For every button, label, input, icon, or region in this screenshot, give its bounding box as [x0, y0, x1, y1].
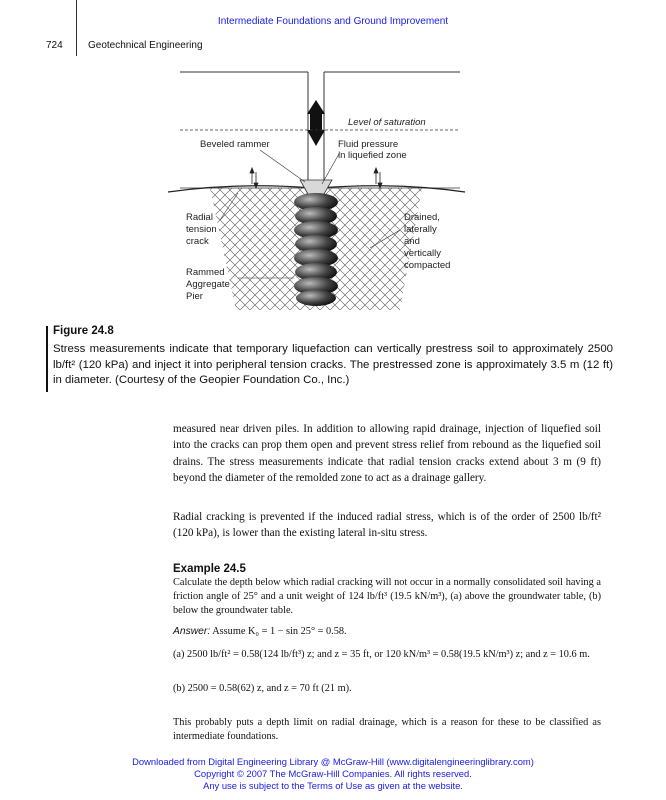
chapter-title-link[interactable]: Intermediate Foundations and Ground Improvement	[217, 16, 449, 27]
rammed-label-2: Aggregate	[186, 279, 230, 290]
rammed-label-3: Pier	[186, 291, 203, 302]
rammed-label-1: Rammed	[186, 267, 225, 278]
footer-download-link[interactable]: Downloaded from Digital Engineering Library @ McGraw-Hill (www.digitalengineeringlibrary.com)	[132, 756, 534, 767]
answer-label: Answer:	[173, 626, 211, 637]
footer-copyright: Copyright © 2007 The McGraw-Hill Companies. All rights reserved.	[194, 768, 472, 779]
fluid-pressure-label-1: Fluid pressure	[338, 139, 399, 150]
example-item-b: (b) 2500 = 0.58(62) z, and z = 70 ft (21 m).	[173, 683, 352, 694]
example-problem: Calculate the depth below which radial cracking will not occur in a normally consolidated soil having a friction angle of 25° and a unit weight of 124 lb/ft³ (19.5 kN/m³), (a) above the groundwater table, (b) below the groundwater table.	[173, 577, 601, 617]
stress-arrows-left	[250, 168, 258, 188]
radial-label-2: tension	[186, 224, 217, 235]
drained-label-4: vertically	[404, 248, 441, 259]
fluid-pressure-label-2: in liquefied zone	[338, 150, 407, 161]
radial-label-1: Radial	[186, 212, 213, 223]
double-arrow-icon	[307, 100, 325, 146]
figure-caption-text: Stress measurements indicate that temporary liquefaction can vertically prestress soil to approximately 2500 lb/ft² (120 kPa) and inject it into peripheral tension cracks. The prestressed zone is approximately 3.5 m (12 ft) in diameter. (Courtesy of the Geopier Foundation Co., Inc.)	[53, 343, 613, 386]
figure-24-8-diagram	[160, 60, 500, 322]
level-of-saturation-label: Level of saturation	[348, 117, 426, 128]
page-number: 724	[46, 40, 63, 51]
caption-marker-bar	[46, 326, 48, 392]
drained-label-1: Drained,	[404, 212, 440, 223]
example-answer	[173, 625, 601, 639]
book-title: Geotechnical Engineering	[88, 40, 203, 51]
rammed-aggregate-pier	[294, 193, 338, 306]
drained-label-5: compacted	[404, 260, 451, 271]
beveled-rammer-label: Beveled rammer	[200, 139, 270, 150]
closing-paragraph: This probably puts a depth limit on radial drainage, which is a reason for these to be classified as intermediate foundations.	[173, 717, 601, 743]
footer-terms-link[interactable]: Any use is subject to the Terms of Use as given at the website.	[203, 780, 463, 791]
example-title: Example 24.5	[173, 563, 246, 575]
example-item-a: (a) 2500 lb/ft² = 0.58(124 lb/ft³) z; and z = 35 ft, or 120 kN/m³ = 0.58(19.5 kN/m³) z; and z = 10.6 m.	[173, 649, 590, 660]
radial-label-3: crack	[186, 236, 209, 247]
stress-arrows-right	[374, 168, 382, 188]
body-paragraph-1: measured near driven piles. In addition to allowing rapid drainage, injection of liquefied soil into the cracks can prop them open and prevent stress relief from rebound as the liquefied soil drains. The stress measurements indicate that radial tension cracks extend about 3 m (9 ft) beyond the diameter of the remolded zone to act as a drainage gallery.	[173, 423, 601, 485]
drained-label-2: laterally	[404, 224, 437, 235]
answer-text: Assume K₀ = 1 − sin 25° = 0.58.	[212, 626, 347, 637]
body-paragraph-2: Radial cracking is prevented if the induced radial stress, which is of the order of 2500 lb/ft² (120 kPa), is lower than the existing lateral in-situ stress.	[173, 511, 601, 540]
header-divider	[76, 0, 77, 56]
figure-caption-title: Figure 24.8	[53, 325, 114, 337]
drained-label-3: and	[404, 236, 420, 247]
